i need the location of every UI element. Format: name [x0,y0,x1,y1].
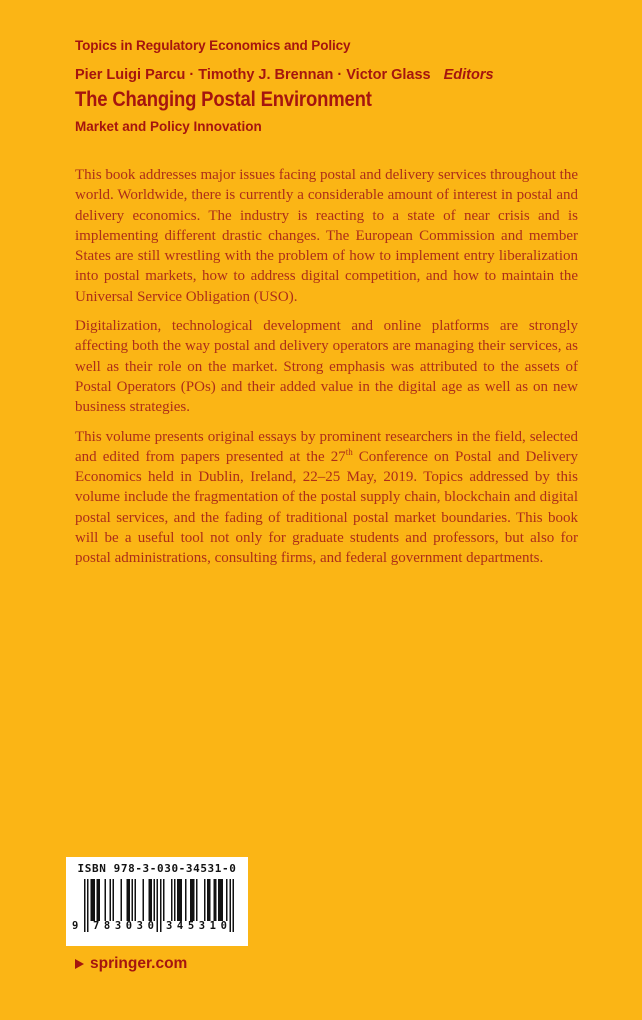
ordinal-superscript: th [345,446,353,457]
book-subtitle: Market and Policy Innovation [75,119,262,134]
barcode-digits [66,920,248,934]
isbn-label: ISBN 978-3-030-34531-0 [77,862,237,875]
blurb-paragraph-3-after: Conference on Postal and Delivery Economics held in Dublin, Ireland, 22–25 May, 2019. Topics addressed by this volume include the fragmentation of the postal supply chain, blockchain and digital postal services, and the fading of traditional postal market boundaries. This book will be a useful tool not only for graduate students and professors, but also for postal administrations, consulting firms, and federal government departments. [75,448,578,567]
springer-website-line [75,955,187,973]
springer-website-label: springer.com [90,955,188,972]
authors-line [75,67,494,83]
barcode-digit-group: 345310 [166,920,232,932]
series-title: Topics in Regulatory Economics and Policy [75,38,351,53]
author-names: Pier Luigi Parcu · Timothy J. Brennan · Victor Glass [75,67,431,83]
blurb-paragraph-3 [75,427,578,569]
book-title: The Changing Postal Environment [75,87,372,111]
barcode-digit-group: 9 [72,920,79,932]
blurb-paragraph-2: Digitalization, technological development and online platforms are strongly affecting both the way postal and delivery operators are managing their services, as well as their role on the market. Strong emphasis was attributed to the assets of Postal Operators (POs) and their added value in the digital age as well as on new business strategies. [75,318,578,416]
isbn-barcode-box [66,857,248,946]
arrow-right-icon [75,959,84,969]
blurb-paragraph-1: This book addresses major issues facing postal and delivery services throughout the world. Worldwide, there is currently a considerable amount of interest in postal and delivery economics. The industry is reacting to a state of near crisis and is implementing different drastic changes. The European Commission and member States are still wrestling with the problem of how to implement entry liberalization into postal markets, how to address digital competition, and how to maintain the Universal Service Obligation (USO). [75,167,578,305]
editors-label: Editors [443,67,494,83]
blurb [75,165,578,578]
barcode-digit-group: 783030 [93,920,159,932]
blurb-paragraph-3-before: This volume presents original essays by prominent researchers in the field, selected and edited from papers presented at the 27 [75,428,578,465]
